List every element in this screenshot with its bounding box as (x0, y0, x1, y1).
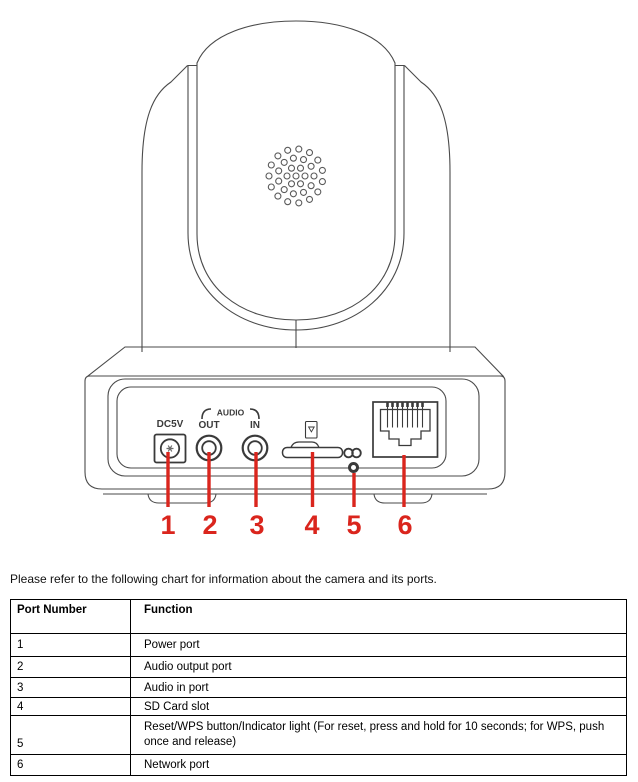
function-cell: Audio in port (131, 678, 627, 698)
function-cell: Power port (131, 634, 627, 657)
table-header-row (11, 600, 627, 634)
audio-out-label: OUT (198, 420, 220, 431)
table-row (11, 657, 627, 678)
port-number-cell: 1 (11, 634, 131, 657)
table-row (11, 698, 627, 716)
camera-head (197, 21, 395, 320)
function-cell: Audio output port (131, 657, 627, 678)
table-row (11, 716, 627, 755)
camera-base-top (88, 347, 503, 376)
function-cell: SD Card slot (131, 698, 627, 716)
left-foot (148, 494, 216, 503)
callout-number-5: 5 (346, 510, 362, 540)
port-number-cell: 3 (11, 678, 131, 698)
callout-number-2: 2 (202, 510, 218, 540)
reset-button-icon (350, 464, 358, 472)
port-number-cell: 5 (11, 716, 131, 755)
column-header-function: Function (131, 600, 627, 634)
function-cell: Reset/WPS button/Indicator light (For reset, press and hold for 10 seconds; for WPS, push once and release) (131, 716, 627, 755)
column-header-port-number: Port Number (11, 600, 131, 634)
ports-table (10, 599, 627, 776)
callout-number-3: 3 (249, 510, 265, 540)
audio-group-label: AUDIO (216, 407, 245, 418)
callout-number-4: 4 (304, 510, 320, 540)
callout-number-6: 6 (397, 510, 413, 540)
table-row (11, 755, 627, 776)
audio-in-label: IN (250, 420, 260, 431)
callout-numbers (160, 510, 412, 540)
camera-base-front (85, 376, 505, 503)
port-number-cell: 2 (11, 657, 131, 678)
intro-text: Please refer to the following chart for information about the camera and its ports. (10, 572, 437, 586)
function-cell: Network port (131, 755, 627, 776)
callout-number-1: 1 (160, 510, 176, 540)
table-row (11, 634, 627, 657)
table-row (11, 678, 627, 698)
port-number-cell: 6 (11, 755, 131, 776)
port-number-cell: 4 (11, 698, 131, 716)
power-port-label: DC5V (156, 419, 184, 430)
